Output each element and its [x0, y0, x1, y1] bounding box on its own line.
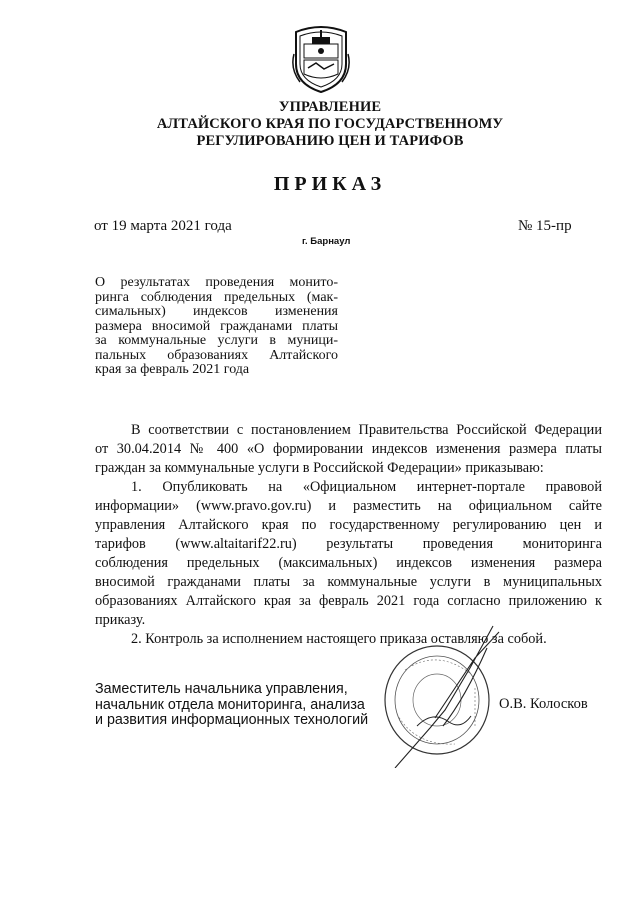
subject-line: О результатах проведения монито-: [95, 275, 338, 290]
body-line: управления Алтайского края по государственному регулированию цен и: [95, 517, 602, 533]
coat-of-arms-emblem: [290, 24, 352, 94]
document-title: ПРИКАЗ: [273, 173, 387, 195]
body-line: приказу.: [95, 612, 146, 628]
signatory-name: О.В. Колосков: [499, 696, 588, 712]
order-date: от 19 марта 2021 года: [94, 218, 232, 234]
body-line: 2. Контроль за исполнением настоящего приказа оставляю за собой.: [131, 631, 547, 647]
order-number: № 15-пр: [518, 218, 572, 234]
org-name-line-2: АЛТАЙСКОГО КРАЯ ПО ГОСУДАРСТВЕННОМУ: [156, 116, 504, 132]
signatory-position-line: начальник отдела мониторинга, анализа: [95, 696, 365, 713]
body-line: вносимой гражданами платы за коммунальные услуги в муниципальных: [95, 574, 602, 590]
subject-line: края за февраль 2021 года: [95, 362, 250, 377]
subject-line: ринга соблюдения предельных (мак-: [95, 289, 338, 305]
body-line: 1. Опубликовать на «Официальном интернет-портале правовой: [131, 479, 602, 495]
body-line: тарифов (www.altaitarif22.ru) результаты проведения мониторинга: [95, 536, 602, 552]
org-name-line-3: РЕГУЛИРОВАНИЮ ЦЕН И ТАРИФОВ: [196, 133, 464, 149]
body-line: граждан за коммунальные услуги в Российской Федерации» приказываю:: [95, 460, 544, 476]
body-line: В соответствии с постановлением Правительства Российской Федерации: [131, 422, 602, 438]
body-line: от 30.04.2014 № 400 «О формировании индексов изменения размера платы: [95, 441, 602, 457]
subject-line: за коммунальные услуги в муници-: [95, 333, 338, 348]
official-stamp-signature: [375, 618, 505, 768]
body-line: информации» (www.pravo.gov.ru) и разместить на официальном сайте: [95, 498, 602, 514]
subject-line: пальных образованиях Алтайского: [95, 347, 338, 363]
body-line: образованиях Алтайского края за февраль 2021 года согласно приложению к: [95, 593, 602, 609]
signatory-position-line: и развития информационных технологий: [95, 712, 369, 728]
subject-line: симальных) индексов изменения: [95, 304, 338, 319]
subject-line: размера вносимой гражданами платы: [95, 318, 338, 334]
signatory-position-line: Заместитель начальника управления,: [95, 681, 348, 697]
city-label: г. Барнаул: [302, 236, 351, 247]
org-name-line-1: УПРАВЛЕНИЕ: [278, 99, 382, 115]
body-line: соблюдения предельных (максимальных) индексов изменения размера: [95, 555, 602, 571]
